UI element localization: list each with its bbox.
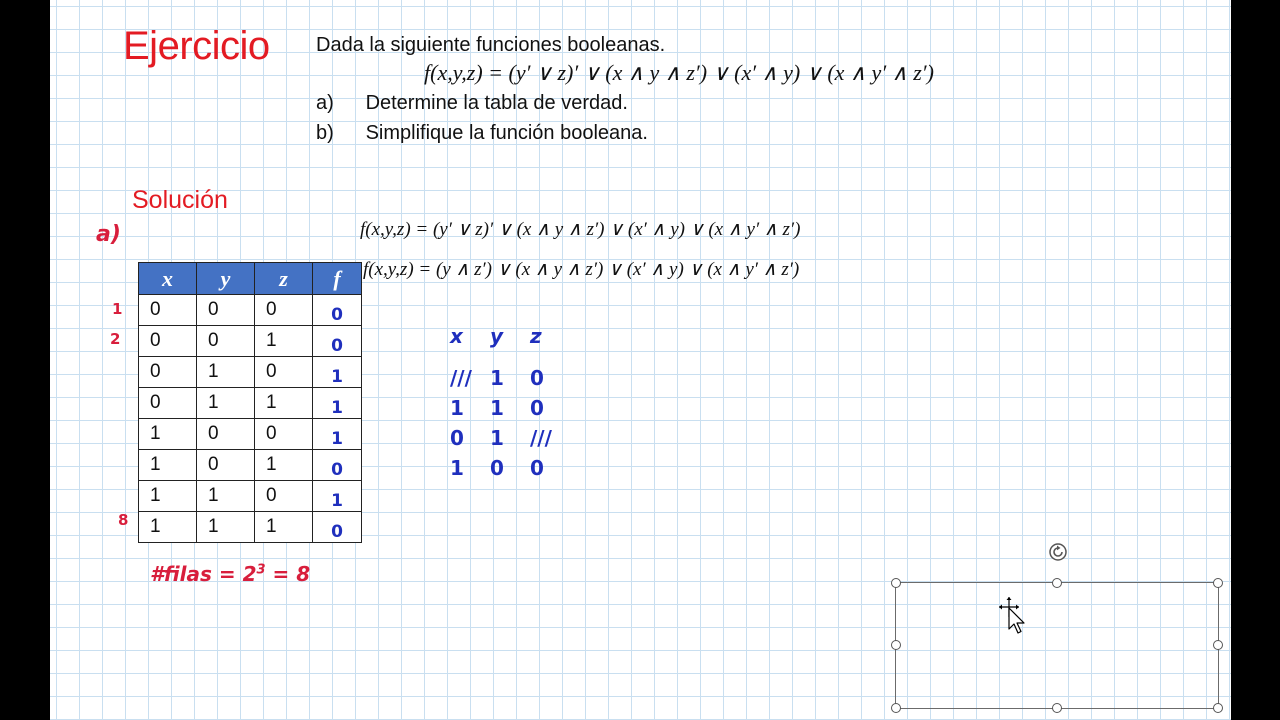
row-number: 1 — [112, 300, 123, 318]
hw-row — [450, 366, 570, 396]
cell-z: 0 — [255, 481, 313, 512]
hw-cell: x — [450, 324, 463, 348]
cell-y: 0 — [197, 326, 255, 357]
hw-cell: 0 — [450, 426, 464, 450]
main-formula: f(x,y,z) = (y′ ∨ z)′ ∨ (x ∧ y ∧ z′) ∨ (x′ ∧ y) ∨ (x ∧ y′ ∧ z′) — [424, 60, 934, 85]
f-value: 0 — [331, 522, 343, 542]
item-b — [316, 122, 648, 145]
cell-x: 1 — [139, 512, 197, 543]
cell-x: 0 — [139, 357, 197, 388]
cell-z: 1 — [255, 388, 313, 419]
hw-cell: y — [490, 324, 504, 348]
hw-cell: 1 — [490, 396, 504, 420]
cell-y: 0 — [197, 450, 255, 481]
hw-row — [450, 426, 570, 456]
cell-y: 1 — [197, 357, 255, 388]
hw-cell: 0 — [530, 366, 544, 390]
hw-cell: 0 — [490, 456, 504, 480]
filas-result: = 8 — [265, 562, 311, 586]
part-a-label: a) — [96, 222, 121, 247]
item-a-text: Determine la tabla de verdad. — [365, 92, 628, 114]
truth-table — [138, 262, 362, 543]
cell-z: 0 — [255, 295, 313, 326]
exercise-title: Ejercicio — [123, 24, 270, 68]
resize-handle-sw[interactable] — [891, 703, 901, 713]
rows-count-note — [150, 562, 310, 586]
resize-handle-s[interactable] — [1052, 703, 1062, 713]
hw-cell: /// — [450, 366, 472, 390]
resize-handle-ne[interactable] — [1213, 578, 1223, 588]
resize-handle-se[interactable] — [1213, 703, 1223, 713]
cell-x: 0 — [139, 326, 197, 357]
hw-cell: 1 — [450, 456, 464, 480]
row-number: 2 — [110, 330, 121, 348]
filas-text: #filas = 2 — [150, 562, 257, 586]
cell-y: 1 — [197, 512, 255, 543]
header-x: x — [139, 263, 197, 295]
f-value: 0 — [331, 460, 343, 480]
cell-y: 1 — [197, 481, 255, 512]
cell-f — [313, 388, 362, 419]
item-a — [316, 92, 628, 115]
selected-text-box[interactable] — [895, 582, 1219, 709]
table-row — [139, 326, 362, 357]
f-value: 1 — [331, 429, 343, 449]
row-number: 8 — [118, 511, 129, 529]
hw-cell: 1 — [450, 396, 464, 420]
hw-cell: 1 — [490, 366, 504, 390]
table-header-row — [139, 263, 362, 295]
solution-title: Solución — [132, 186, 228, 214]
f-value: 1 — [331, 367, 343, 387]
table-row — [139, 357, 362, 388]
table-row — [139, 450, 362, 481]
cell-f — [313, 357, 362, 388]
cell-x: 0 — [139, 388, 197, 419]
hw-header-row — [450, 324, 570, 354]
hw-cell: z — [530, 324, 542, 348]
cell-y: 0 — [197, 295, 255, 326]
header-z: z — [255, 263, 313, 295]
cell-f — [313, 512, 362, 543]
table-row — [139, 481, 362, 512]
item-b-text: Simplifique la función booleana. — [365, 122, 648, 144]
resize-handle-w[interactable] — [891, 640, 901, 650]
table-row — [139, 295, 362, 326]
cell-f — [313, 326, 362, 357]
cell-z: 1 — [255, 326, 313, 357]
cell-x: 0 — [139, 295, 197, 326]
hw-cell: /// — [530, 426, 552, 450]
hw-row — [450, 396, 570, 426]
cell-f — [313, 481, 362, 512]
cell-z: 0 — [255, 419, 313, 450]
step-formula-2: f(x,y,z) = (y ∧ z′) ∨ (x ∧ y ∧ z′) ∨ (x′ ∧ y) ∨ (x ∧ y′ ∧ z′) — [363, 259, 800, 280]
table-row — [139, 388, 362, 419]
handwritten-working — [450, 324, 570, 486]
move-cursor-icon — [998, 596, 1028, 636]
hw-cell: 0 — [530, 456, 544, 480]
cell-y: 0 — [197, 419, 255, 450]
cell-f — [313, 419, 362, 450]
f-value: 0 — [331, 305, 343, 325]
f-value: 1 — [331, 491, 343, 511]
f-value: 1 — [331, 398, 343, 418]
hw-row — [450, 456, 570, 486]
table-row — [139, 512, 362, 543]
slide-canvas[interactable] — [50, 0, 1231, 720]
cell-x: 1 — [139, 450, 197, 481]
f-value: 0 — [331, 336, 343, 356]
cell-y: 1 — [197, 388, 255, 419]
item-a-label: a) — [316, 92, 334, 114]
cell-x: 1 — [139, 419, 197, 450]
cell-x: 1 — [139, 481, 197, 512]
cell-z: 1 — [255, 450, 313, 481]
table-row — [139, 419, 362, 450]
header-y: y — [197, 263, 255, 295]
hw-cell: 0 — [530, 396, 544, 420]
item-b-label: b) — [316, 122, 334, 144]
resize-handle-n[interactable] — [1052, 578, 1062, 588]
cell-z: 1 — [255, 512, 313, 543]
resize-handle-e[interactable] — [1213, 640, 1223, 650]
cell-f — [313, 295, 362, 326]
cell-z: 0 — [255, 357, 313, 388]
filas-exponent: 3 — [256, 562, 266, 578]
step-formula-1: f(x,y,z) = (y′ ∨ z)′ ∨ (x ∧ y ∧ z′) ∨ (x′ ∧ y) ∨ (x ∧ y′ ∧ z′) — [360, 219, 801, 240]
cell-f — [313, 450, 362, 481]
header-f: f — [313, 263, 362, 295]
hw-cell: 1 — [490, 426, 504, 450]
rotate-handle-icon[interactable] — [1048, 542, 1068, 562]
resize-handle-nw[interactable] — [891, 578, 901, 588]
exercise-intro: Dada la siguiente funciones booleanas. — [316, 34, 666, 56]
